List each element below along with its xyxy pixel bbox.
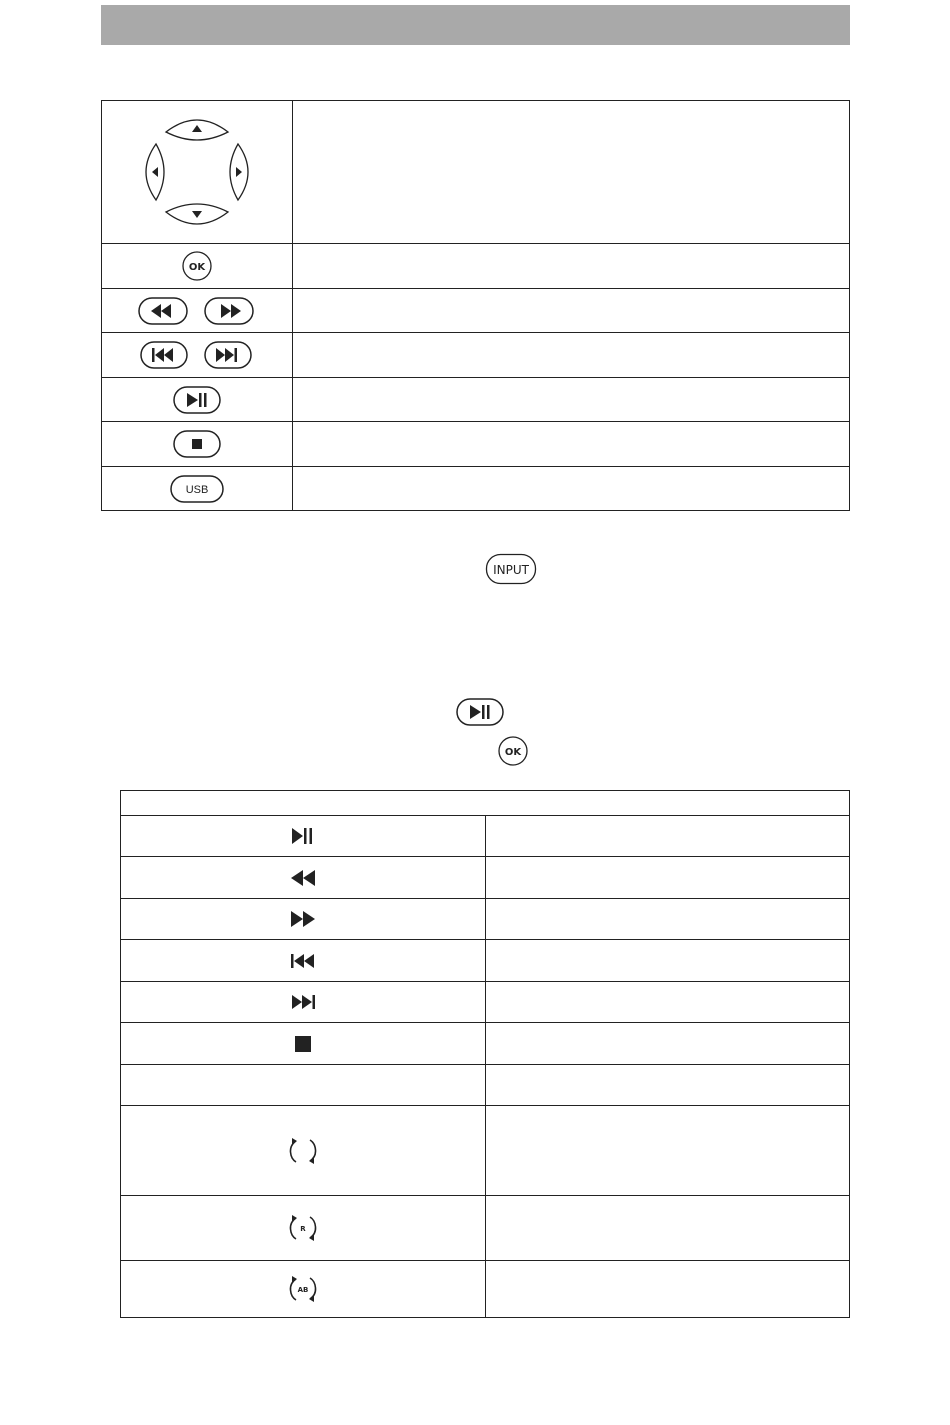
repeat-ab-row-description	[485, 1261, 850, 1318]
table-row	[121, 857, 850, 899]
skip-previous-row-description	[485, 940, 850, 982]
play-pause-icon	[290, 826, 316, 846]
navigation-arrows-description	[293, 101, 850, 244]
table-row	[121, 1261, 850, 1318]
table-row	[102, 244, 850, 289]
table-row	[102, 378, 850, 422]
table-row	[121, 940, 850, 982]
navigation-arrows-icon	[142, 112, 252, 232]
playback-icon-table	[120, 790, 850, 1318]
ok-button-label: OK	[188, 262, 206, 273]
stop-button-description	[293, 422, 850, 467]
skip-next-row-description	[485, 982, 850, 1023]
table-row	[121, 1196, 850, 1261]
fast-forward-icon	[289, 909, 317, 929]
input-button-label: INPUT	[493, 563, 529, 577]
table-row	[121, 1023, 850, 1065]
ok-button-icon	[497, 735, 529, 767]
rewind-fast-forward-buttons-icon	[137, 296, 257, 326]
table-row	[121, 982, 850, 1023]
usb-button-label: USB	[185, 483, 209, 496]
rewind-row-description	[485, 857, 850, 899]
repeat-icon	[288, 1135, 318, 1167]
skip-previous-next-description	[293, 333, 850, 378]
repeat-one-row-description	[485, 1196, 850, 1261]
stop-icon	[293, 1034, 313, 1054]
remote-button-table	[101, 100, 850, 511]
repeat-one-icon	[288, 1212, 318, 1244]
table-row	[121, 1106, 850, 1196]
skip-next-icon	[289, 992, 317, 1012]
ok-inline-label: OK	[504, 747, 522, 758]
ok-button-icon	[181, 250, 213, 282]
repeat-row-description	[485, 1106, 850, 1196]
header-bar	[101, 5, 850, 45]
fast-forward-row-description	[485, 899, 850, 940]
table-header-row	[121, 791, 850, 816]
stop-row-description	[485, 1023, 850, 1065]
table-row	[102, 289, 850, 333]
play-pause-description	[293, 378, 850, 422]
table-row	[121, 899, 850, 940]
repeat-ab-label: AB	[297, 1286, 309, 1294]
usb-button-description	[293, 467, 850, 511]
navigation-arrows-cell	[102, 101, 293, 244]
usb-button-icon	[169, 474, 225, 504]
input-button-icon	[485, 553, 537, 585]
skip-previous-icon	[289, 951, 317, 971]
playback-table-header	[121, 791, 850, 816]
empty-icon-cell	[121, 1065, 486, 1106]
table-row	[121, 1065, 850, 1106]
play-pause-button-icon	[455, 697, 505, 727]
stop-button-icon	[172, 429, 222, 459]
repeat-ab-icon	[288, 1273, 318, 1305]
table-row	[102, 422, 850, 467]
skip-previous-next-buttons-icon	[137, 340, 257, 370]
ok-button-description	[293, 244, 850, 289]
table-row	[121, 816, 850, 857]
repeat-one-label: R	[300, 1225, 306, 1233]
play-pause-row-description	[485, 816, 850, 857]
play-pause-button-icon	[172, 385, 222, 415]
table-row	[102, 467, 850, 511]
table-row	[102, 101, 850, 244]
rewind-fast-forward-description	[293, 289, 850, 333]
empty-row-description	[485, 1065, 850, 1106]
table-row	[102, 333, 850, 378]
rewind-icon	[289, 868, 317, 888]
